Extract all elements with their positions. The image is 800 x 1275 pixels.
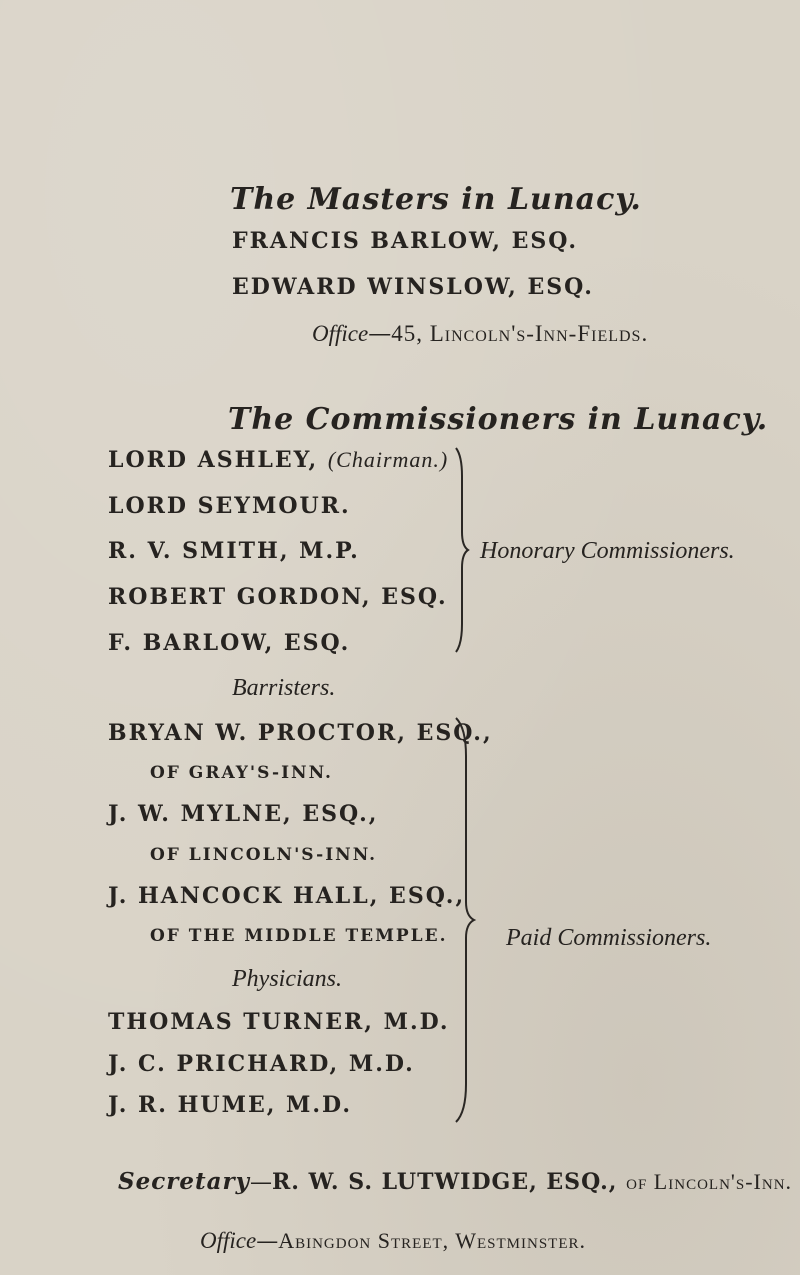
honorary-member: F. BARLOW, ESQ. <box>108 630 351 656</box>
honorary-member <box>108 447 448 473</box>
office2-dash: — <box>256 1229 279 1254</box>
secretary-name: R. W. S. LUTWIDGE, ESQ., <box>272 1169 627 1195</box>
physician-name: J. R. HUME, M.D. <box>108 1092 352 1118</box>
barrister-inn: OF GRAY'S-INN. <box>150 763 333 783</box>
physician-name: J. C. PRICHARD, M.D. <box>108 1051 415 1077</box>
barrister-name: J. HANCOCK HALL, ESQ., <box>108 883 466 909</box>
masters-office <box>312 321 648 347</box>
commissioners-heading: The Commissioners in Lunacy. <box>228 402 769 437</box>
member-note: (Chairman.) <box>327 447 449 472</box>
office2-address: Abingdon Street, Westminster. <box>278 1228 587 1253</box>
paid-label: Paid Commissioners. <box>506 925 712 951</box>
office2-label: Office <box>200 1228 257 1253</box>
masters-member: EDWARD WINSLOW, ESQ. <box>232 274 594 300</box>
paid-brace <box>452 716 478 1124</box>
masters-member: FRANCIS BARLOW, ESQ. <box>232 228 578 254</box>
physician-name: THOMAS TURNER, M.D. <box>108 1009 450 1035</box>
barrister-name: J. W. MYLNE, ESQ., <box>108 801 379 827</box>
barrister-inn: OF LINCOLN'S-INN. <box>150 845 378 865</box>
honorary-label: Honorary Commissioners. <box>480 538 735 564</box>
honorary-brace <box>452 446 472 654</box>
physicians-heading: Physicians. <box>232 966 342 992</box>
honorary-member: LORD SEYMOUR. <box>108 493 351 519</box>
secretary-line <box>118 1168 792 1195</box>
office-label: Office <box>312 321 369 346</box>
honorary-member: ROBERT GORDON, ESQ. <box>108 584 448 610</box>
barrister-inn: OF THE MIDDLE TEMPLE. <box>150 926 448 946</box>
office-address: 45, Lincoln's-Inn-Fields. <box>391 321 649 346</box>
barristers-heading: Barristers. <box>232 675 336 701</box>
member-name: LORD ASHLEY, <box>108 447 328 473</box>
masters-heading: The Masters in Lunacy. <box>230 182 642 217</box>
secretary-dash: — <box>250 1170 273 1195</box>
office-dash: — <box>368 321 392 347</box>
secretary-label: Secretary <box>118 1168 251 1195</box>
honorary-member: R. V. SMITH, M.P. <box>108 538 360 564</box>
secretary-inn: of Lincoln's-Inn. <box>626 1169 793 1194</box>
secretary-office <box>200 1228 586 1254</box>
barrister-name: BRYAN W. PROCTOR, ESQ., <box>108 720 493 746</box>
